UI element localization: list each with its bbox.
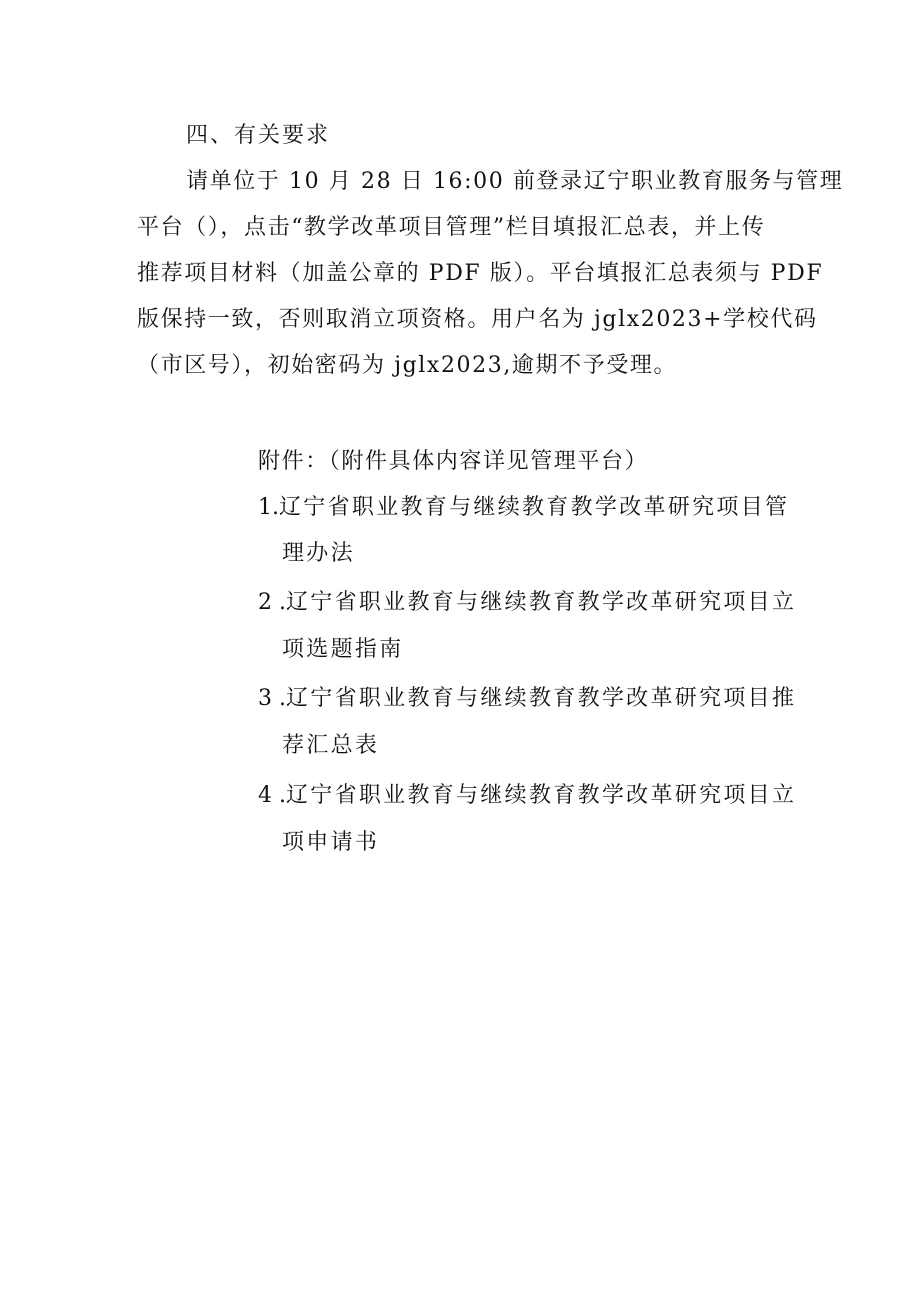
requirements-line-5: （市区号），初始密码为 jglx2023,逾期不予受理。 [137,353,678,378]
attachment-number: 4 . [258,783,286,808]
attachment-number: 3 . [258,686,286,711]
requirements-line-3: 推荐项目材料（加盖公章的 PDF 版）。平台填报汇总表须与 PDF [137,261,824,286]
attachment-item-3-continued: 荐汇总表 [282,733,380,758]
attachment-item-1-continued: 理办法 [282,541,355,566]
attachment-title-line: 辽宁省职业教育与继续教育教学改革研究项目立 [285,590,797,615]
attachments-title: 附件：（附件具体内容详见管理平台） [258,449,649,474]
attachment-item-2-continued: 项选题指南 [282,637,404,662]
attachment-title-line: 辽宁省职业教育与继续教育教学改革研究项目管 [279,495,790,520]
attachment-title-line: 辽宁省职业教育与继续教育教学改革研究项目推 [285,686,797,711]
attachment-item-4 [258,780,796,812]
attachment-item-2 [258,587,796,619]
attachment-item-3 [258,683,796,715]
attachment-title-line: 辽宁省职业教育与继续教育教学改革研究项目立 [285,783,797,808]
section-heading: 四、有关要求 [186,123,331,148]
requirements-line-4: 版保持一致，否则取消立项资格。用户名为 jglx2023+学校代码 [137,307,818,332]
requirements-line-1: 请单位于 10 月 28 日 16:00 前登录辽宁职业教育服务与管理 [186,169,844,194]
attachment-number: 2 . [258,590,286,615]
attachment-number: 1. [258,495,279,520]
attachment-item-4-continued: 项申请书 [282,830,380,855]
requirements-line-2: 平台（），点击“教学改革项目管理”栏目填报汇总表，并上传 [137,215,766,240]
attachment-item-1 [258,492,789,524]
